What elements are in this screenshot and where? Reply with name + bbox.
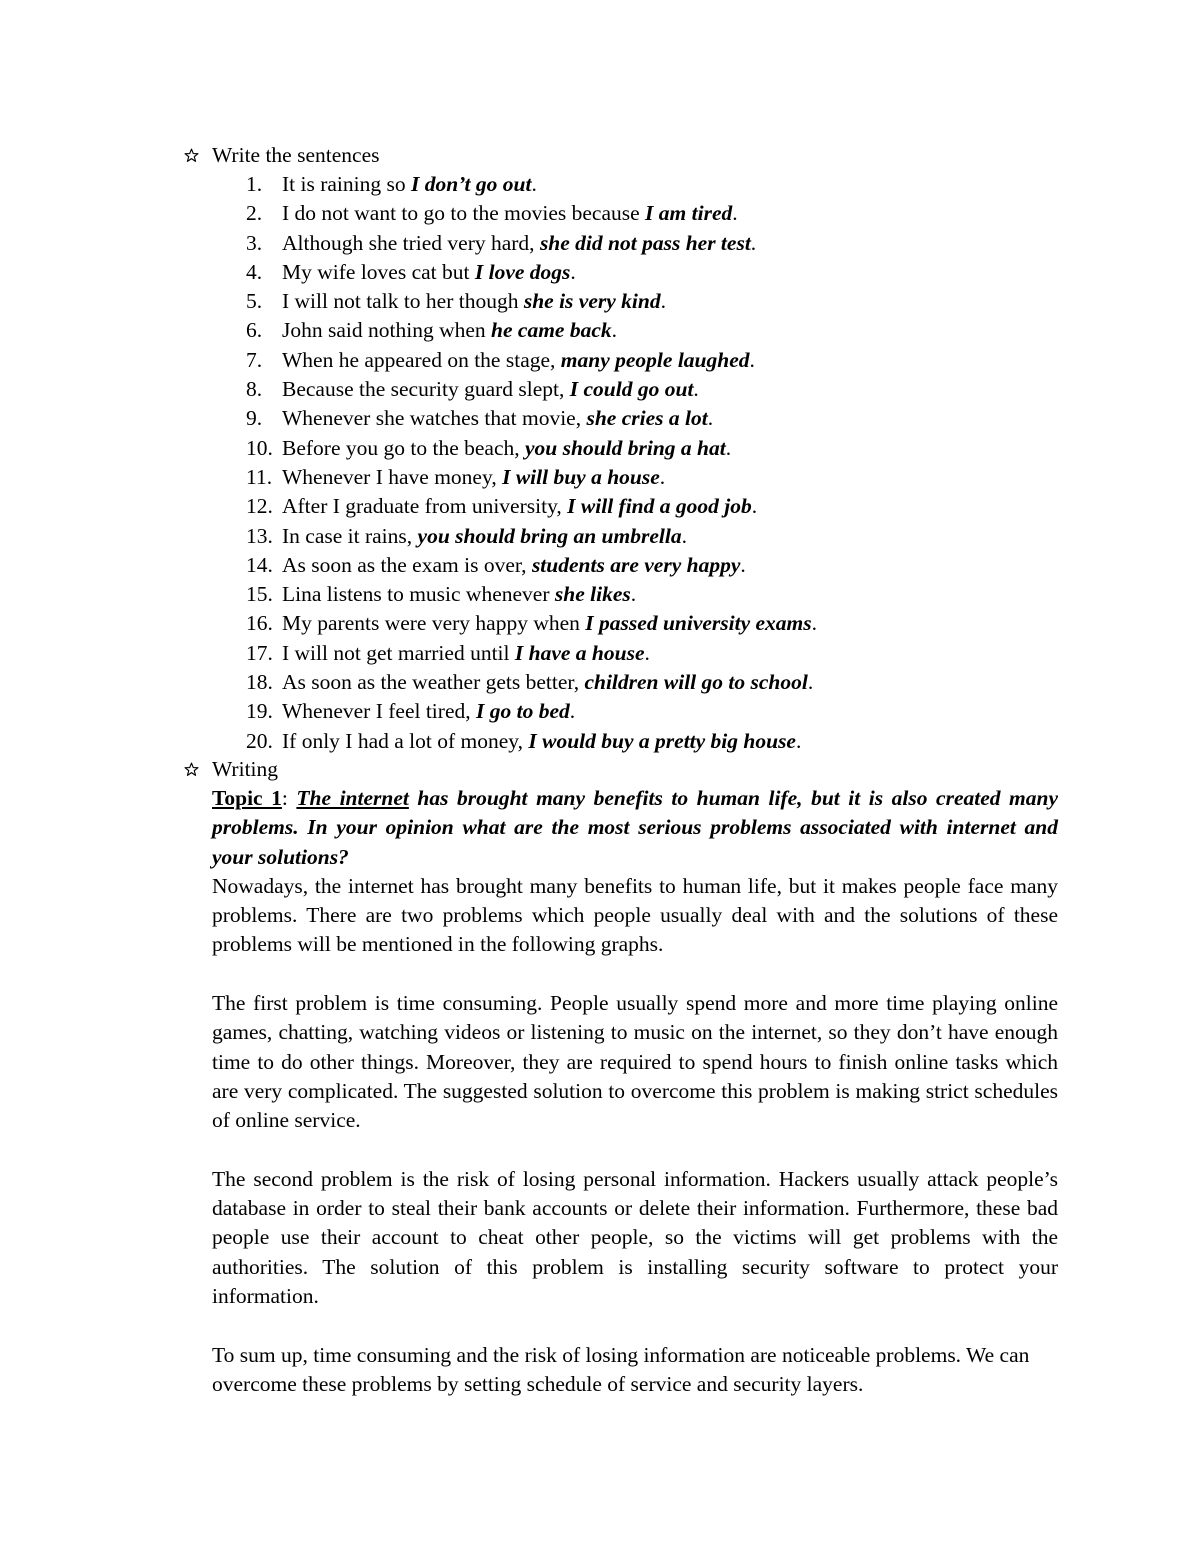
item-prefix: I will not talk to her though: [282, 289, 524, 314]
list-item: [246, 522, 1106, 551]
sentence-list: [246, 170, 1106, 756]
item-suffix: .: [693, 377, 699, 402]
item-suffix: .: [611, 318, 618, 343]
item-prefix: Whenever she watches that movie,: [282, 406, 587, 431]
topic-label: Topic 1: [212, 786, 282, 810]
item-answer: I love dogs: [474, 259, 571, 284]
item-answer: you should bring an umbrella: [417, 523, 682, 548]
list-item: [246, 697, 1106, 726]
list-item: [246, 375, 1106, 404]
item-suffix: .: [681, 523, 687, 548]
item-answer: she did not pass her test: [539, 230, 751, 255]
item-answer: I will buy a house: [502, 464, 660, 489]
list-item: [246, 199, 1106, 228]
item-prefix: Before you go to the beach,: [282, 435, 525, 460]
item-number: 4.: [246, 259, 263, 284]
item-prefix: It is raining so: [282, 172, 411, 196]
item-number: 8.: [246, 377, 263, 402]
item-number: 14.: [246, 552, 273, 577]
list-item: [246, 316, 1106, 345]
item-number: 12.: [246, 494, 273, 519]
list-item: [246, 668, 1106, 697]
item-prefix: As soon as the weather gets better,: [282, 670, 585, 695]
item-prefix: As soon as the exam is over,: [282, 552, 532, 577]
item-answer: children will go to school: [584, 670, 808, 695]
item-prefix: John said nothing when: [282, 318, 492, 343]
list-item: [246, 346, 1106, 375]
item-number: 5.: [246, 289, 263, 314]
item-number: 9.: [246, 406, 263, 431]
topic-question: has brought many benefits to human life, but it is also created many problems. In your opinion what are the most serious problems associated with internet and your solutions?: [212, 786, 1059, 869]
item-suffix: .: [707, 406, 714, 431]
item-answer: she likes: [554, 582, 631, 607]
item-prefix: If only I had a lot of money,: [282, 728, 529, 753]
item-answer: I could go out: [569, 377, 694, 402]
essay-paragraph-conclusion: To sum up, time consuming and the risk of losing information are noticeable problems. We can overcome these problems by setting schedule of service and security layers.: [212, 1342, 1030, 1396]
item-prefix: After I graduate from university,: [282, 494, 568, 519]
item-prefix: Whenever I have money,: [282, 464, 503, 489]
item-suffix: .: [749, 347, 755, 372]
item-suffix: .: [740, 552, 746, 577]
list-item: [246, 404, 1106, 433]
item-answer: you should bring a hat: [525, 435, 726, 460]
star-outline-icon: [182, 755, 200, 784]
item-suffix: .: [807, 670, 814, 695]
item-number: 20.: [246, 728, 273, 753]
item-answer: he came back: [491, 318, 612, 343]
section-heading-text: Writing: [212, 757, 279, 781]
item-suffix: .: [569, 699, 576, 724]
item-answer: I would buy a pretty big house: [528, 728, 796, 753]
item-prefix: Whenever I feel tired,: [282, 699, 476, 724]
item-suffix: .: [732, 201, 738, 226]
list-item: [246, 551, 1106, 580]
item-suffix: .: [630, 582, 637, 607]
list-item: [246, 727, 1106, 756]
item-answer: she cries a lot: [586, 406, 708, 431]
topic-subject: The internet: [296, 786, 409, 810]
item-number: 1.: [246, 172, 263, 196]
essay-paragraph-first-problem: The first problem is time consuming. People usually spend more and more time playing online games, chatting, watching videos or listening to music on the internet, so they don’t have enough time to do other things. Moreover, they are required to spend hours to finish online tasks which are very complicated. The suggested solution to overcome this problem is making strict schedules of online service.: [212, 991, 1058, 1133]
item-answer: students are very happy: [531, 552, 741, 577]
item-answer: I don’t go out: [411, 172, 532, 196]
item-prefix: My wife loves cat but: [282, 259, 475, 284]
item-prefix: My parents were very happy when: [282, 611, 586, 636]
list-item: [246, 434, 1106, 463]
topic-colon: :: [281, 786, 297, 810]
item-suffix: .: [660, 289, 666, 314]
list-item: [246, 258, 1106, 287]
item-suffix: .: [811, 611, 818, 636]
item-number: 10.: [246, 435, 273, 460]
list-item: [246, 492, 1106, 521]
essay-paragraph-intro: Nowadays, the internet has brought many benefits to human life, but it makes people face many problems. There are two problems which people usually deal with and the solutions of these problems will be mentioned in the following graphs.: [212, 873, 1058, 957]
item-answer: I passed university exams: [585, 611, 812, 636]
star-outline-icon: [182, 141, 200, 170]
list-item: [246, 580, 1106, 609]
item-answer: I will find a good job: [567, 494, 752, 519]
item-prefix: Lina listens to music whenever: [282, 582, 555, 607]
item-answer: many people laughed: [560, 347, 750, 372]
list-item: [246, 609, 1106, 638]
section-heading-text: Write the sentences: [212, 143, 380, 167]
list-item: [246, 170, 1106, 199]
item-suffix: .: [795, 728, 802, 753]
paragraph-gap: [212, 1311, 1058, 1340]
item-number: 19.: [246, 699, 273, 724]
item-answer: I go to bed: [475, 699, 570, 724]
item-prefix: I do not want to go to the movies because: [282, 201, 646, 226]
item-number: 2.: [246, 201, 263, 226]
item-number: 18.: [246, 670, 273, 695]
item-suffix: .: [644, 640, 650, 665]
item-suffix: .: [659, 464, 666, 489]
item-prefix: In case it rains,: [282, 523, 418, 548]
list-item: [246, 229, 1106, 258]
item-answer: I have a house: [514, 640, 645, 665]
item-prefix: Because the security guard slept,: [282, 377, 570, 402]
item-suffix: .: [750, 230, 757, 255]
item-answer: she is very kind: [523, 289, 661, 314]
item-suffix: .: [531, 172, 537, 196]
item-number: 15.: [246, 582, 273, 607]
topic-prompt: [212, 784, 1058, 872]
paragraph-gap: [212, 1136, 1058, 1165]
list-item: [246, 639, 1106, 668]
item-prefix: When he appeared on the stage,: [282, 347, 561, 372]
item-number: 16.: [246, 611, 273, 636]
item-suffix: .: [570, 259, 576, 284]
item-suffix: .: [751, 494, 758, 519]
essay-paragraph-second-problem: The second problem is the risk of losing personal information. Hackers usually attack people’s database in order to steal their bank accounts or delete their information. Furthermore, these bad people use their account to cheat other people, so the victims will get problems with the authorities. The solution of this problem is installing security software to protect your information.: [212, 1166, 1058, 1309]
item-number: 11.: [246, 464, 273, 489]
item-suffix: .: [725, 435, 732, 460]
item-prefix: I will not get married until: [282, 640, 515, 665]
item-number: 6.: [246, 318, 263, 343]
writing-block: [212, 784, 1058, 1399]
item-prefix: Although she tried very hard,: [282, 230, 540, 255]
item-answer: I am tired: [645, 201, 733, 226]
item-number: 17.: [246, 640, 273, 665]
list-item: [246, 287, 1106, 316]
item-number: 13.: [246, 523, 273, 548]
paragraph-gap: [212, 960, 1058, 989]
list-item: [246, 463, 1106, 492]
item-number: 7.: [246, 347, 263, 372]
item-number: 3.: [246, 230, 263, 255]
